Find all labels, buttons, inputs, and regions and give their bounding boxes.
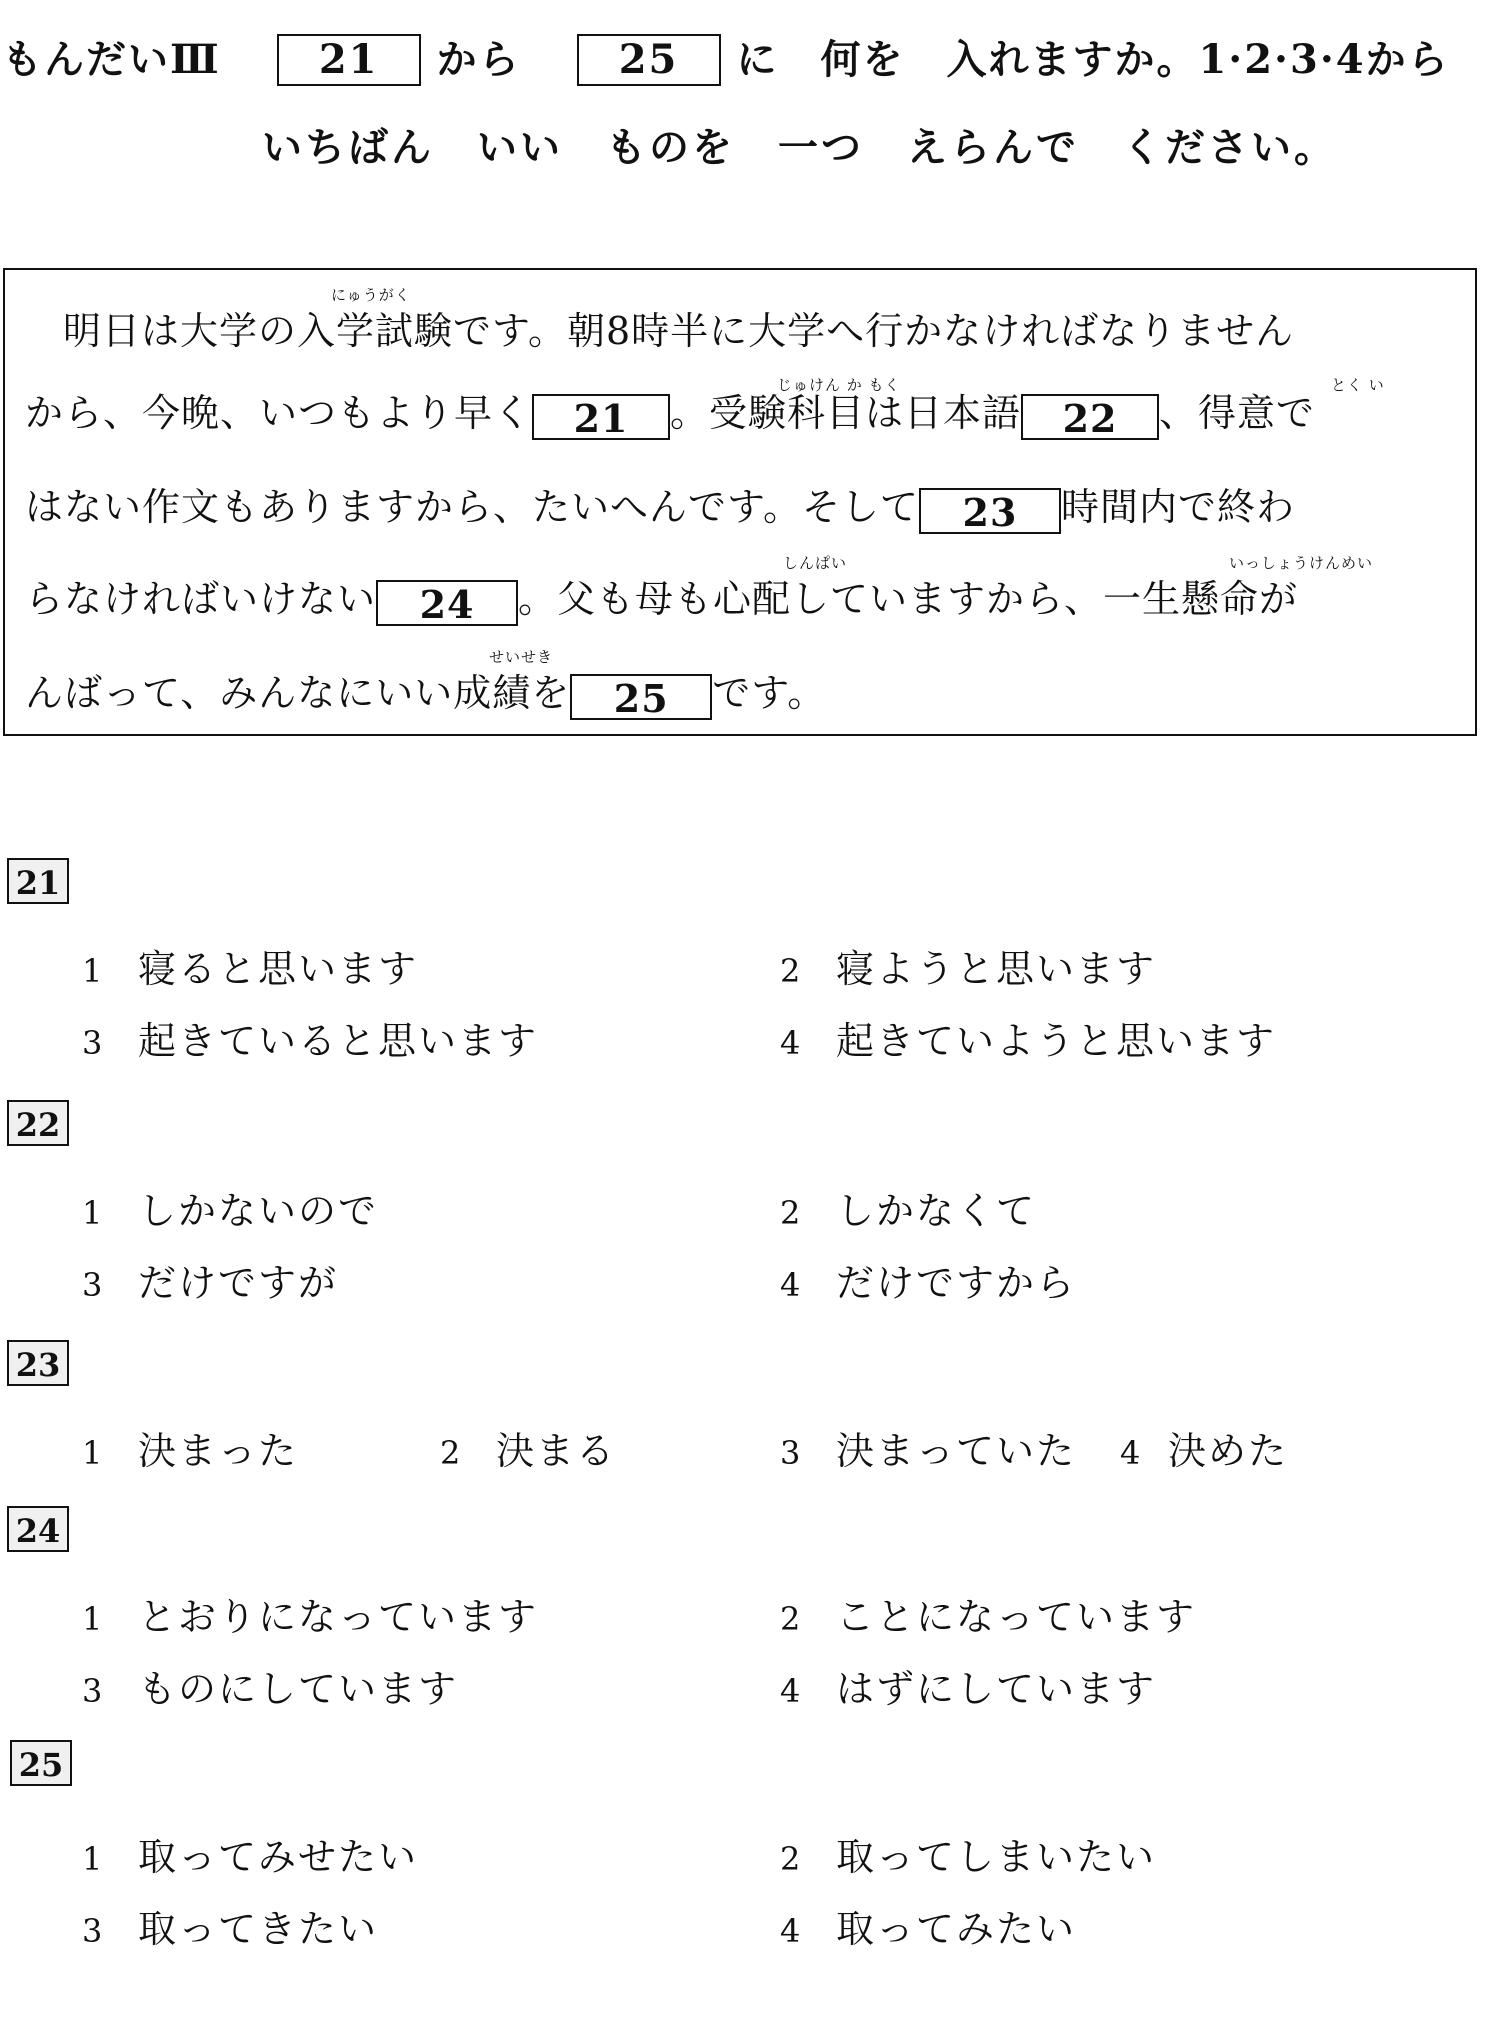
option-25-1[interactable]: 1 取ってみせたい bbox=[82, 1835, 419, 1879]
option-23-1[interactable]: 1 決まった bbox=[82, 1429, 299, 1473]
option-24-1[interactable]: 1 とおりになっています bbox=[82, 1595, 539, 1639]
problem-label: もんだいⅢ bbox=[2, 36, 221, 83]
option-21-1[interactable]: 1 寝ると思います bbox=[82, 947, 419, 991]
passage-line-4 bbox=[25, 568, 1298, 626]
option-24-2[interactable]: 2 ことになっています bbox=[780, 1595, 1197, 1639]
passage-text: んばって、みんなにいい成績を bbox=[25, 671, 571, 715]
question-number-24: 24 bbox=[7, 1506, 69, 1552]
option-24-4[interactable]: 4 はずにしています bbox=[780, 1667, 1157, 1711]
passage-line-2 bbox=[25, 382, 1315, 440]
ruby-tokui: とく い bbox=[1331, 376, 1385, 394]
option-24-3[interactable]: 3 ものにしています bbox=[82, 1667, 459, 1711]
blank-21[interactable]: 21 bbox=[532, 394, 670, 440]
instruction-kara: から bbox=[436, 36, 521, 83]
instruction-line-2: いちばん いい ものを 一つ えらんで ください。 bbox=[262, 124, 1337, 171]
passage-text: らなければいけない bbox=[25, 577, 377, 621]
passage-text: はない作文もありますから、たいへんです。そして bbox=[25, 485, 919, 529]
instruction-box-end: 25 bbox=[577, 34, 721, 86]
option-22-2[interactable]: 2 しかなくて bbox=[780, 1189, 1037, 1233]
passage-text: 時間内で終わ bbox=[1060, 485, 1295, 529]
option-21-4[interactable]: 4 起きていようと思います bbox=[780, 1019, 1277, 1063]
option-21-3[interactable]: 3 起きていると思います bbox=[82, 1019, 539, 1063]
passage-line-5 bbox=[25, 662, 826, 720]
question-number-23: 23 bbox=[7, 1340, 69, 1386]
passage-box bbox=[3, 268, 1477, 736]
passage-text: です。 bbox=[712, 671, 827, 715]
option-22-3[interactable]: 3 だけですが bbox=[82, 1261, 339, 1305]
instruction-box-start: 21 bbox=[277, 34, 421, 86]
blank-24[interactable]: 24 bbox=[376, 580, 518, 626]
blank-25[interactable]: 25 bbox=[570, 674, 712, 720]
question-number-25: 25 bbox=[10, 1740, 72, 1786]
ruby-shinpai: しんぱい bbox=[783, 554, 848, 572]
blank-23[interactable]: 23 bbox=[919, 488, 1061, 534]
option-23-4[interactable]: 4 決めた bbox=[1120, 1429, 1289, 1473]
passage-text: 。受験科目は日本語 bbox=[670, 391, 1022, 435]
ruby-nyuugaku: にゅうがく bbox=[331, 286, 411, 304]
option-22-4[interactable]: 4 だけですから bbox=[780, 1261, 1077, 1305]
option-23-3[interactable]: 3 決まっていた bbox=[780, 1429, 1077, 1473]
option-25-2[interactable]: 2 取ってしまいたい bbox=[780, 1835, 1157, 1879]
passage-line-3 bbox=[25, 476, 1295, 534]
option-23-2[interactable]: 2 決まる bbox=[440, 1429, 617, 1473]
ruby-seiseki: せいせき bbox=[489, 648, 554, 666]
ruby-juken-kamoku: じゅけん か もく bbox=[777, 376, 901, 394]
question-number-22: 22 bbox=[7, 1100, 69, 1146]
passage-text: 。父も母も心配していますから、一生懸命が bbox=[518, 577, 1299, 621]
option-25-3[interactable]: 3 取ってきたい bbox=[82, 1907, 379, 1951]
instruction-line-1 bbox=[2, 28, 1450, 86]
instruction-line1-suffix: に 何を 入れますか。1·2·3·4から bbox=[736, 36, 1450, 83]
option-21-2[interactable]: 2 寝ようと思います bbox=[780, 947, 1157, 991]
option-25-4[interactable]: 4 取ってみたい bbox=[780, 1907, 1077, 1951]
passage-line-1: 明日は大学の入学試験です。朝8時半に大学へ行かなければなりません bbox=[63, 309, 1295, 353]
passage-text: から、今晩、いつもより早く bbox=[25, 391, 533, 435]
blank-22[interactable]: 22 bbox=[1021, 394, 1159, 440]
passage-text: 、得意で bbox=[1159, 391, 1316, 435]
option-22-1[interactable]: 1 しかないので bbox=[82, 1189, 379, 1233]
question-number-21: 21 bbox=[7, 858, 69, 904]
ruby-isshoukenmei: いっしょうけんめい bbox=[1229, 554, 1374, 572]
